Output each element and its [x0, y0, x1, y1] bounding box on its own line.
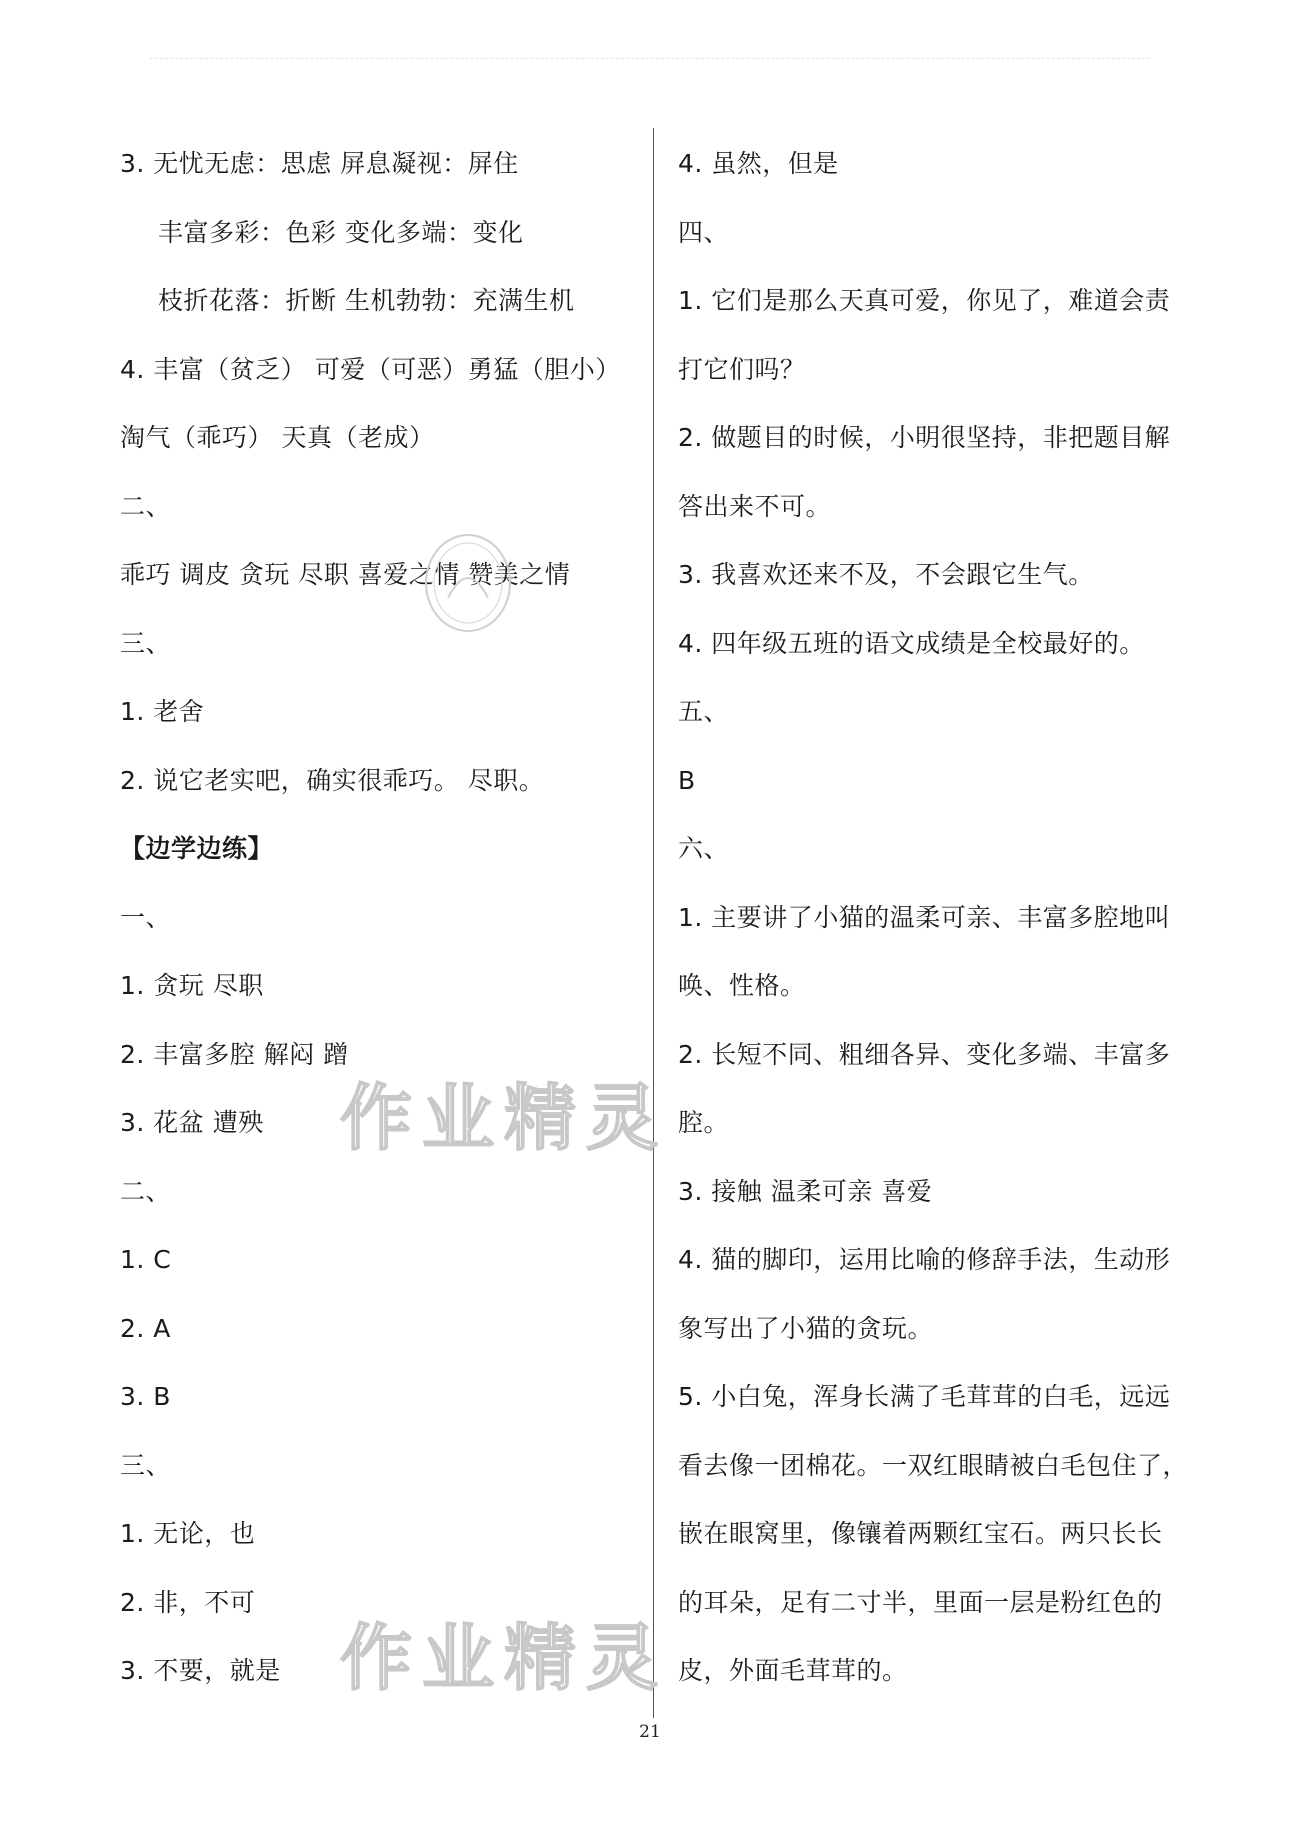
text-line: 1. 老舍	[120, 697, 205, 726]
text-line: 5. 小白兔，浑身长满了毛茸茸的白毛，远远	[678, 1382, 1171, 1411]
text-line: 1. 主要讲了小猫的温柔可亲、丰富多腔地叫	[678, 902, 1171, 932]
text-line: 2. 说它老实吧，确实很乖巧。 尽职。	[120, 765, 545, 795]
text-line: 四、	[678, 217, 730, 247]
text-line: 3. 接触 温柔可亲 喜爱	[678, 1176, 933, 1206]
text-line: 3. B	[120, 1382, 171, 1411]
text-line: 3. 花盆 遭殃	[120, 1108, 264, 1137]
text-line: 3. 不要，就是	[120, 1656, 281, 1685]
text-line: 【边学边练】	[120, 834, 274, 863]
text-line: 枝折花落：折断 生机勃勃：充满生机	[158, 286, 575, 315]
text-line: 二、	[120, 1176, 172, 1206]
text-line: 皮，外面毛茸茸的。	[678, 1656, 908, 1685]
text-line: 打它们吗？	[678, 354, 806, 384]
right-column	[678, 130, 1198, 1706]
text-line: 二、	[120, 491, 172, 521]
text-line: 2. 长短不同、粗细各异、变化多端、丰富多	[678, 1039, 1171, 1069]
text-line: 3. 无忧无虑：思虑 屏息凝视：屏住	[120, 149, 519, 178]
text-line: 的耳朵，足有二寸半，里面一层是粉红色的	[678, 1587, 1163, 1617]
watermark-stamp-logo	[418, 528, 518, 638]
text-line: 象写出了小猫的贪玩。	[678, 1313, 934, 1343]
watermark-text: 作业精灵	[340, 1076, 669, 1160]
text-line: 3. 我喜欢还来不及，不会跟它生气。	[678, 560, 1094, 589]
page-number: 21	[639, 1722, 661, 1742]
text-line: 4. 丰富（贫乏） 可爱（可恶）勇猛（胆小）	[120, 354, 621, 384]
text-line: 答出来不可。	[678, 491, 832, 521]
left-column	[120, 130, 640, 1706]
text-line: 丰富多彩：色彩 变化多端：变化	[158, 217, 524, 247]
text-line: 腔。	[678, 1108, 730, 1137]
text-line: 2. 丰富多腔 解闷 蹭	[120, 1039, 349, 1069]
text-line: 2. 做题目的时候，小明很坚持，非把题目解	[678, 423, 1171, 452]
text-line: 1. 它们是那么天真可爱，你见了，难道会责	[678, 286, 1171, 315]
scan-artifact-line	[150, 58, 1150, 59]
text-line: 2. A	[120, 1313, 171, 1343]
column-divider	[653, 128, 654, 1718]
text-line: 五、	[678, 697, 730, 726]
text-line: 2. 非，不可	[120, 1587, 256, 1617]
text-line: 4. 猫的脚印，运用比喻的修辞手法，生动形	[678, 1245, 1171, 1274]
text-line: 嵌在眼窝里，像镶着两颗红宝石。两只长长	[678, 1519, 1163, 1548]
text-line: 看去像一团棉花。一双红眼睛被白毛包住了，	[678, 1450, 1189, 1480]
text-line: 唤、性格。	[678, 971, 806, 1000]
text-line: 1. C	[120, 1245, 172, 1274]
text-line: 淘气（乖巧） 天真（老成）	[120, 423, 435, 452]
text-line: 1. 贪玩 尽职	[120, 971, 264, 1000]
text-line: B	[678, 765, 696, 795]
text-line: 六、	[678, 834, 730, 863]
text-line: 一、	[120, 902, 172, 932]
text-line: 三、	[120, 1450, 172, 1480]
text-line: 1. 无论，也	[120, 1519, 256, 1548]
watermark-text: 作业精灵	[340, 1616, 669, 1700]
text-line: 4. 四年级五班的语文成绩是全校最好的。	[678, 628, 1145, 658]
text-line: 三、	[120, 628, 172, 658]
text-line: 4. 虽然，但是	[678, 149, 839, 178]
text-line: 乖巧 调皮 贪玩 尽职 喜爱之情 赞美之情	[120, 560, 571, 589]
